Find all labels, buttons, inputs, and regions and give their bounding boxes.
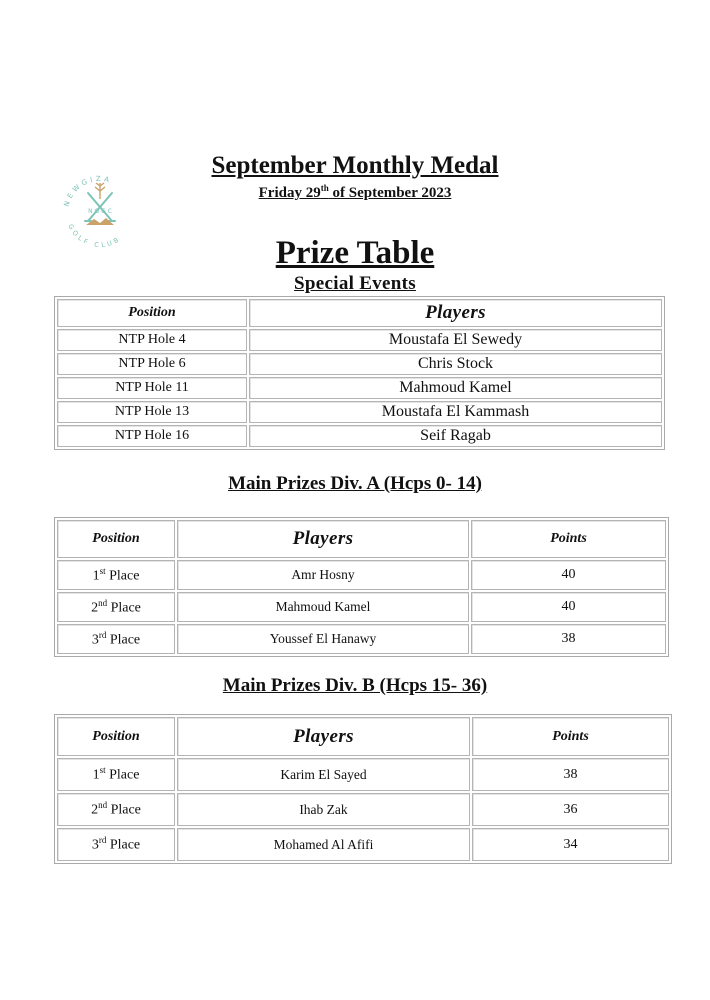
table-row [57, 624, 666, 654]
points-cell: 38 [472, 758, 669, 791]
table-row [57, 592, 666, 622]
table-row [57, 793, 669, 826]
special-events-heading: Special Events [294, 273, 416, 294]
column-header-position: Position [57, 520, 175, 558]
player-cell: Ihab Zak [177, 793, 470, 826]
position-cell: 3rd Place [57, 624, 175, 654]
player-cell: Moustafa El Kammash [249, 401, 662, 423]
points-cell: 36 [472, 793, 669, 826]
points-cell: 34 [472, 828, 669, 861]
table-row [57, 329, 662, 351]
points-cell: 40 [471, 560, 666, 590]
player-cell: Moustafa El Sewedy [249, 329, 662, 351]
player-cell: Mohamed Al Afifi [177, 828, 470, 861]
table-row [57, 425, 662, 447]
special-events-table [54, 296, 665, 450]
table-header-row [57, 299, 662, 327]
position-cell: NTP Hole 6 [57, 353, 247, 375]
player-cell: Seif Ragab [249, 425, 662, 447]
player-cell: Karim El Sayed [177, 758, 470, 791]
logo-initials: N G G C [88, 208, 112, 215]
prize-table-title: Prize Table [275, 235, 435, 271]
table-row [57, 758, 669, 791]
division-b-heading: Main Prizes Div. B (Hcps 15- 36) [222, 675, 488, 696]
player-cell: Amr Hosny [177, 560, 469, 590]
division-a-table [54, 517, 669, 657]
table-row [57, 353, 662, 375]
event-date: Friday 29th of September 2023 [258, 183, 452, 201]
table-row [57, 401, 662, 423]
column-header-points: Points [471, 520, 666, 558]
event-title: September Monthly Medal [211, 152, 499, 179]
player-cell: Youssef El Hanawy [177, 624, 469, 654]
table-row [57, 560, 666, 590]
position-cell: NTP Hole 11 [57, 377, 247, 399]
column-header-players: Players [177, 520, 469, 558]
position-cell: 1st Place [57, 560, 175, 590]
column-header-points: Points [472, 717, 669, 756]
logo-text-bottom: GOLF CLUB [66, 222, 123, 250]
position-cell: NTP Hole 4 [57, 329, 247, 351]
position-cell: 2nd Place [57, 793, 175, 826]
table-header-row [57, 520, 666, 558]
division-b-table [54, 714, 672, 864]
column-header-position: Position [57, 299, 247, 327]
position-cell: 1st Place [57, 758, 175, 791]
column-header-players: Players [177, 717, 470, 756]
position-cell: NTP Hole 16 [57, 425, 247, 447]
table-row [57, 377, 662, 399]
points-cell: 38 [471, 624, 666, 654]
column-header-position: Position [57, 717, 175, 756]
column-header-players: Players [249, 299, 662, 327]
position-cell: NTP Hole 13 [57, 401, 247, 423]
player-cell: Mahmoud Kamel [177, 592, 469, 622]
table-header-row [57, 717, 669, 756]
player-cell: Mahmoud Kamel [249, 377, 662, 399]
table-row [57, 828, 669, 861]
player-cell: Chris Stock [249, 353, 662, 375]
logo-text-top: NEWGIZA [62, 174, 114, 208]
points-cell: 40 [471, 592, 666, 622]
division-a-heading: Main Prizes Div. A (Hcps 0- 14) [228, 473, 482, 494]
position-cell: 3rd Place [57, 828, 175, 861]
position-cell: 2nd Place [57, 592, 175, 622]
